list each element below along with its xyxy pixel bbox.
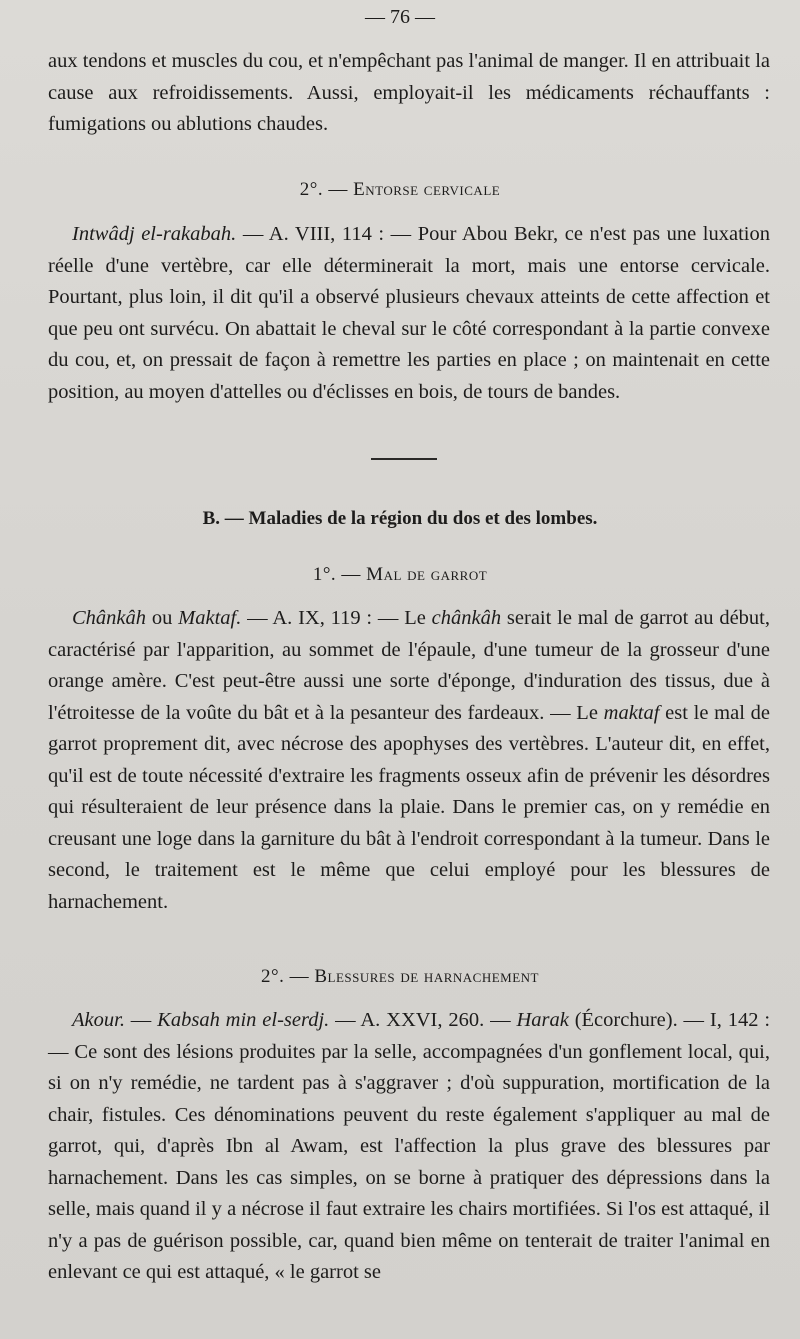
section-heading-entorse xyxy=(0,179,800,201)
arabic-term: Chânkâh xyxy=(72,607,147,629)
paragraph-body: — A. VIII, 114 : — Pour Abou Bekr, ce n'est pas une luxation réelle d'une vertèbre, car elle déterminerait la mort, mais une entorse cervicale. Pourtant, plus loin, il dit qu'il a observé plusieurs chevaux atteints de cette affection et que peu ont survécu. On abattait le cheval sur le côté correspondant à la partie convexe du cou, et, on pressait de façon à remettre les parties en place ; on maintenait en cette position, au moyen d'attelles ou d'éclisses en bois, de tours de bandes. xyxy=(48,223,770,403)
heading-number: 2°. — xyxy=(261,966,310,987)
paragraph-body: serait le mal de garrot au début, caractérisé par l'apparition, au sommet de l'épaule, d'une tumeur de la grosseur d'une orange amère. C'est peut-être aussi une sorte d'éponge, d'induration des tissus, due à l'étroitesse de la voûte du bât et à la pesanteur des fardeaux. — Le xyxy=(48,607,771,724)
paragraph-body: — A. IX, 119 : — Le xyxy=(241,607,432,629)
arabic-term: Kabsah min el-serdj. xyxy=(157,1009,330,1031)
paragraph-body: — xyxy=(124,1009,158,1031)
heading-title: Entorse cervicale xyxy=(353,179,501,200)
arabic-term: maktaf xyxy=(603,701,660,724)
paragraph-text xyxy=(48,603,770,918)
arabic-term: Harak xyxy=(516,1009,569,1031)
arabic-term: Akour. xyxy=(72,1009,125,1031)
paragraph-body: — A. XXVI, 260. — xyxy=(329,1009,517,1031)
heading-number: 1°. — xyxy=(312,564,361,585)
paragraph-garrot xyxy=(48,603,770,918)
arabic-term: Maktaf. xyxy=(178,607,242,629)
arabic-term: Intwâdj el-rakabah. xyxy=(72,223,237,245)
paragraph-continuation xyxy=(48,46,770,141)
paragraph-text xyxy=(48,1005,770,1289)
paragraph-body: est le mal de garrot proprement dit, avec nécrose des apophyses des vertèbres. L'auteur dit, en effet, qu'il est de toute nécessité d'extraire les fragments osseux afin de prévenir les désordres qui résulteraient de leur présence dans la plaie. Dans le premier cas, on y remédie en creusant une loge dans la garniture du bât à l'endroit correspondant à la tumeur. Dans le second, le traitement est le même que celui employé pour les blessures de harnachement. xyxy=(48,701,770,913)
paragraph-body: (Écorchure). — I, 142 : — Ce sont des lésions produites par la selle, accompagnées d'un gonflement local, qui, si on n'y remédie, ne tardent pas à s'aggraver ; d'où suppuration, mortification de la chair, fistules. Ces dénominations peuvent du reste également s'appliquer au mal de garrot, qui, d'après Ibn al Awam, est l'affection la plus grave des blessures par harnachement. Dans les cas simples, on se borne à pratiquer des dépressions dans la selle, mais quand il y a nécrose il faut extraire les chairs mortifiées. Si l'os est attaqué, il n'y a pas de guérison possible, car, quand bien même on tenterait de traiter l'animal en enlevant ce qui est attaqué, « le garrot se xyxy=(48,1009,771,1283)
heading-number: 2°. — xyxy=(299,179,348,200)
page-number: — 76 — xyxy=(365,6,435,28)
section-divider xyxy=(371,458,437,460)
heading-title: Mal de garrot xyxy=(366,564,488,585)
section-heading-b: B. — Maladies de la région du dos et des lombes. xyxy=(202,508,598,529)
paragraph-entorse xyxy=(48,219,770,408)
section-heading-harnachement xyxy=(0,966,800,988)
paragraph-harnachement xyxy=(48,1005,770,1289)
paragraph-text xyxy=(48,219,770,408)
paragraph-text: aux tendons et muscles du cou, et n'empêchant pas l'animal de manger. Il en attribuait la cause aux refroidissements. Aussi, employait-il les médicaments réchauffants : fumigations ou ablutions chaudes. xyxy=(48,50,770,135)
heading-title: Blessures de harnachement xyxy=(314,966,539,987)
arabic-term: chânkâh xyxy=(431,607,502,629)
section-heading-garrot xyxy=(0,564,800,586)
conjunction: ou xyxy=(146,607,179,629)
